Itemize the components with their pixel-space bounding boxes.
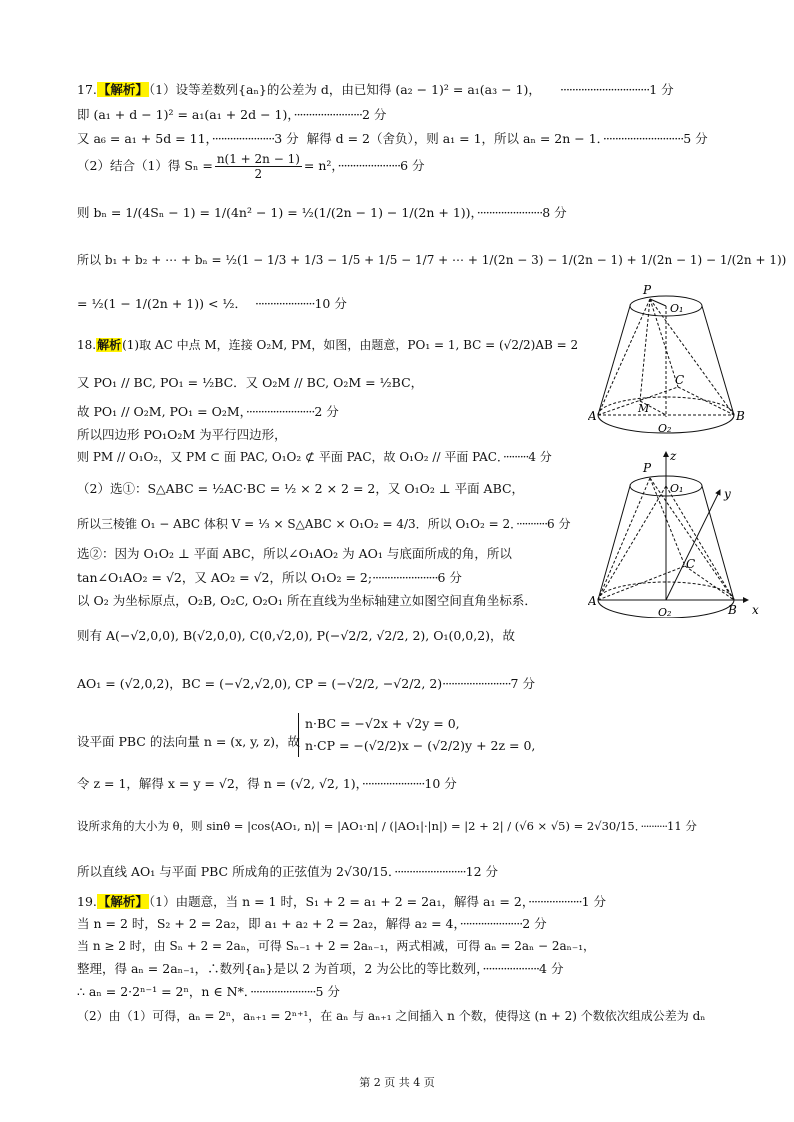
fig2-label-A: A [588,594,597,608]
q18-text-12: AO₁ = (√2,0,2)，BC = (−√2,√2,0), CP = (−√2/2, −√2/2, 2) [77,676,443,691]
q17-text-7: = ½(1 − 1/(2n + 1)) < ½． [77,296,248,311]
q17-score-1: 1 分 [649,82,674,97]
q18-score-2: 4 分 [528,450,552,464]
fig2-line-PB [650,478,734,600]
q17-text-1: （1）设等差数列{aₙ}的公差为 d，由已知得 (a₂ − 1)² = a₁(a₃ − 1)， [148,82,541,97]
q18-line-15: 设所求角的大小为 θ，则 sinθ = |cos⟨AO₁, n⟩| = |AO₁·n| / (|AO₁|·|n|) = |2 + 2| / (√6 × √5) = 2√30/15．··········11 分 [77,819,697,833]
q17-sn-denominator: 2 [254,167,263,181]
q18-equation-2: n·CP = −(√2/2)x − (√2/2)y + 2z = 0, [305,738,536,753]
q18-analysis-tag: 解析 [97,338,122,352]
q18-line-3: 故 PO₁ // O₂M, PO₁ = O₂M，·······················2 分 [77,404,339,419]
q19-line-5: ∴ aₙ = 2·2ⁿ⁻¹ = 2ⁿ，n ∈ N*．······················5 分 [77,984,340,999]
q18-line-10 [77,593,537,609]
q18-number: 18. [77,338,97,352]
fig2-label-O2: O₂ [658,606,672,618]
q19-analysis-tag: 【解析】 [97,894,148,909]
q17-score-2: 2 分 [362,107,387,122]
q18-text-16: 所以直线 AO₁ 与平面 PBC 所成角的正弦值为 2√30/15． [77,864,395,879]
q19-line-3 [77,938,595,954]
q18-line-12: AO₁ = (√2,0,2)，BC = (−√2,√2,0), CP = (−√2/2, −√2/2, 2)·······················7 分 [77,676,535,691]
fig2-label-O1: O₁ [670,482,684,495]
q17-line-7: = ½(1 − 1/(2n + 1)) < ½． ····················10 分 [77,296,347,311]
q18-text-11: 则有 A(−√2,0,0), B(√2,0,0), C(0,√2,0), P(−√2/2, √2/2, 2), O₁(0,0,2)，故 [77,628,516,643]
q17-number: 17. [77,82,97,97]
q18-text-7: 所以三棱锥 O₁ − ABC 体积 V = ⅓ × S△ABC × O₁O₂ = 4/3．所以 O₁O₂ = 2． [77,517,517,531]
fig1-label-O1: O₁ [670,302,684,315]
q17-text-4b: = n²， [303,158,338,173]
fig2-line-O1A [598,486,666,600]
q17-sn-fraction [215,152,302,181]
fig2-line-CB [685,566,734,600]
q18-line-14: 令 z = 1，解得 x = y = √2，得 n = (√2, √2, 1)，·····················10 分 [77,776,457,791]
fig1-label-M: M [638,402,650,415]
fig1-right-generatrix [702,306,734,415]
fig1-line-CB [678,387,734,415]
fig1-label-B: B [736,409,745,423]
page-footer: 第 2 页 共 4 页 [359,1076,435,1089]
fig2-right-generatrix [702,486,734,600]
q17-score-row-1: ······························1 分 [560,82,674,97]
q18-line-4 [77,427,287,443]
q19-line-1: 19.【解析】（1）由题意，当 n = 1 时，S₁ + 2 = a₁ + 2 = 2a₁，解得 a₁ = 2，··················1 分 [77,894,607,909]
fig1-label-P: P [643,283,652,297]
q18-line-16: 所以直线 AO₁ 与平面 PBC 所成角的正弦值为 2√30/15．························12 分 [77,864,499,879]
q18-line-5: 则 PM // O₁O₂，又 PM ⊂ 面 PAC, O₁O₂ ⊄ 平面 PAC，故 O₁O₂ // 平面 PAC．·········4 分 [77,450,552,464]
q19-number: 19. [77,894,97,909]
q18-score-1: 2 分 [314,404,339,419]
q18-line-7: 所以三棱锥 O₁ − ABC 体积 V = ⅓ × S△ABC × O₁O₂ = 4/3．所以 O₁O₂ = 2．···········6 分 [77,517,571,531]
q17-text-2: 即 (a₁ + d − 1)² = a₁(a₁ + 2d − 1)， [77,107,294,122]
q19-text-4: 整理，得 aₙ = 2aₙ₋₁，∴数列{aₙ}是以 2 为首项，2 为公比的等比数列， [77,961,483,976]
q18-score-5: 7 分 [510,676,535,691]
q18-text-4: 所以四边形 PO₁O₂M 为平行四边形， [77,427,287,442]
q17-sn-numerator: n(1 + 2n − 1) [216,152,300,166]
fig2-label-x: x [752,603,759,617]
q17-text-5: 则 bₙ = 1/(4Sₙ − 1) = 1/(4n² − 1) = ½(1/(2n − 1) − 1/(2n + 1))， [77,205,477,220]
q18-line-6 [77,481,524,497]
q17-line-5: 则 bₙ = 1/(4Sₙ − 1) = 1/(4n² − 1) = ½(1/(2n − 1) − 1/(2n + 1))，······················8 分 [77,205,567,220]
q19-score-1: 1 分 [581,894,607,909]
fig2-label-z: z [670,449,677,463]
q18-text-5: 则 PM // O₁O₂，又 PM ⊂ 面 PAC, O₁O₂ ⊄ 平面 PAC，故 O₁O₂ // 平面 PAC． [77,450,503,464]
q17-text-3a: 又 a₆ = a₁ + 5d = 11， [77,131,212,146]
q19-text-3: 当 n ≥ 2 时，由 Sₙ + 2 = 2aₙ，可得 Sₙ₋₁ + 2 = 2aₙ₋₁，两式相减，可得 aₙ = 2aₙ − 2aₙ₋₁， [77,939,596,953]
fig1-label-O2: O₂ [658,422,672,434]
q19-text-2: 当 n = 2 时，S₂ + 2 = 2a₂，即 a₁ + a₂ + 2 = 2a₂，解得 a₂ = 4， [77,916,460,931]
fig1-label-C: C [675,373,685,387]
q18-text-13a: 设平面 PBC 的法向量 n = (x, y, z)，故 [77,734,300,749]
q18-equation-1: n·BC = −√2x + √2y = 0, [305,716,460,731]
fig1-left-generatrix [598,306,630,415]
q18-text-15: 设所求角的大小为 θ，则 sinθ = |cos⟨AO₁, n⟩| = |AO₁·n| / (|AO₁|·|n|) = |2 + 2| / (√6 × √5) = 2√30/15． [77,819,641,833]
q17-line-4: （2）结合（1）得 Sₙ = $\frac{n(1 + 2n - 1)}{2}$ = n²，·····················6 分 [77,152,425,181]
q17-line-1 [77,82,541,98]
q17-analysis-tag: 【解析】 [97,82,148,97]
fig1-line-PA [598,299,650,415]
q19-line-2: 当 n = 2 时，S₂ + 2 = 2a₂，即 a₁ + a₂ + 2 = 2a₂，解得 a₂ = 4，·····················2 分 [77,916,547,931]
fig2-left-generatrix [598,486,630,600]
q18-text-2: 又 PO₁ // BC, PO₁ = ½BC．又 O₂M // BC, O₂M = ½BC， [77,375,424,390]
figure-2-frustum-coordinates [588,448,768,618]
q19-score-3: 4 分 [539,961,564,976]
q17-score-4: 5 分 [683,131,708,146]
fig2-label-y: y [724,487,731,501]
q18-text-6: （2）选①：S△ABC = ½AC·BC = ½ × 2 × 2 = 2，又 O₁O₂ ⊥ 平面 ABC， [77,481,525,496]
q19-score-4: 5 分 [315,984,340,999]
q17-line-6 [77,252,786,268]
q18-line-13 [77,734,300,750]
q17-text-4a: （2）结合（1）得 Sₙ = [77,158,213,173]
q17-score-3: 3 分 [274,131,299,146]
q18-line-1 [77,337,578,353]
q18-text-14: 令 z = 1，解得 x = y = √2，得 n = (√2, √2, 1)， [77,776,362,791]
q17-text-3b: 解得 d = 2（舍负），则 a₁ = 1，所以 aₙ = 2n − 1． [306,131,603,146]
q18-score-4: 6 分 [437,570,462,585]
q19-text-1: （1）由题意，当 n = 1 时，S₁ + 2 = a₁ + 2 = 2a₁，解得 a₁ = 2， [148,894,529,909]
q18-equation-system [298,713,535,757]
q19-score-2: 2 分 [522,916,547,931]
q19-line-4: 整理，得 aₙ = 2aₙ₋₁，∴数列{aₙ}是以 2 为首项，2 为公比的等比数列，···················4 分 [77,961,564,976]
fig1-line-PB [650,299,734,415]
fig2-line-PA [598,478,650,600]
fig2-label-C: C [686,557,696,571]
q18-score-8: 12 分 [465,864,499,879]
q19-text-5: ∴ aₙ = 2·2ⁿ⁻¹ = 2ⁿ，n ∈ N*． [77,984,251,999]
q17-score-6: 8 分 [542,205,567,220]
q17-text-6: 所以 b₁ + b₂ + ⋯ + bₙ = ½(1 − 1/3 + 1/3 − 1/5 + 1/5 − 1/7 + ⋯ + 1/(2n − 3) − 1/(2n − 1) + 1/(2n − 1) − 1/(2n + 1)) [77,253,787,267]
q17-line-3: 又 a₆ = a₁ + 5d = 11，·····················3 分 解得 d = 2（舍负），则 a₁ = 1，所以 aₙ = 2n − 1．···························5 分 [77,131,708,146]
q18-line-9: tan∠O₁AO₂ = √2，又 AO₂ = √2，所以 O₁O₂ = 2;······················6 分 [77,570,462,585]
q18-text-8: 选②：因为 O₁O₂ ⊥ 平面 ABC，所以∠O₁AO₂ 为 AO₁ 与底面所成的角，所以 [77,546,512,561]
q18-text-9: tan∠O₁AO₂ = √2，又 AO₂ = √2，所以 O₁O₂ = 2; [77,570,373,585]
q18-line-8 [77,546,512,562]
q19-text-6: （2）由（1）可得，aₙ = 2ⁿ，aₙ₊₁ = 2ⁿ⁺¹，在 aₙ 与 aₙ₊₁ 之间插入 n 个数，使得这 (n + 2) 个数依次组成公差为 dₙ [77,1009,706,1023]
q19-line-6 [77,1008,705,1024]
fig2-label-B: B [728,603,737,617]
q17-score-5: 6 分 [400,158,425,173]
q17-score-7: 10 分 [314,296,347,311]
fig2-label-P: P [643,461,652,475]
figure-1-frustum [588,282,748,434]
q18-line-11 [77,628,515,644]
q18-score-6: 10 分 [424,776,457,791]
q18-line-2 [77,375,423,391]
fig2-line-AC [598,566,685,600]
q18-text-3: 故 PO₁ // O₂M, PO₁ = O₂M， [77,404,246,419]
q18-score-7: 11 分 [667,819,697,833]
q17-line-2: 即 (a₁ + d − 1)² = a₁(a₁ + 2d − 1)，·······················2 分 [77,107,387,122]
q18-score-3: 6 分 [547,517,571,531]
fig1-label-A: A [588,409,597,423]
q18-text-10: 以 O₂ 为坐标原点，O₂B, O₂C, O₂O₁ 所在直线为坐标轴建立如图空间直角坐标系． [77,593,537,608]
q18-text-1: (1)取 AC 中点 M，连接 O₂M, PM，如图，由题意，PO₁ = 1, BC = (√2/2)AB = 2 [122,338,579,352]
